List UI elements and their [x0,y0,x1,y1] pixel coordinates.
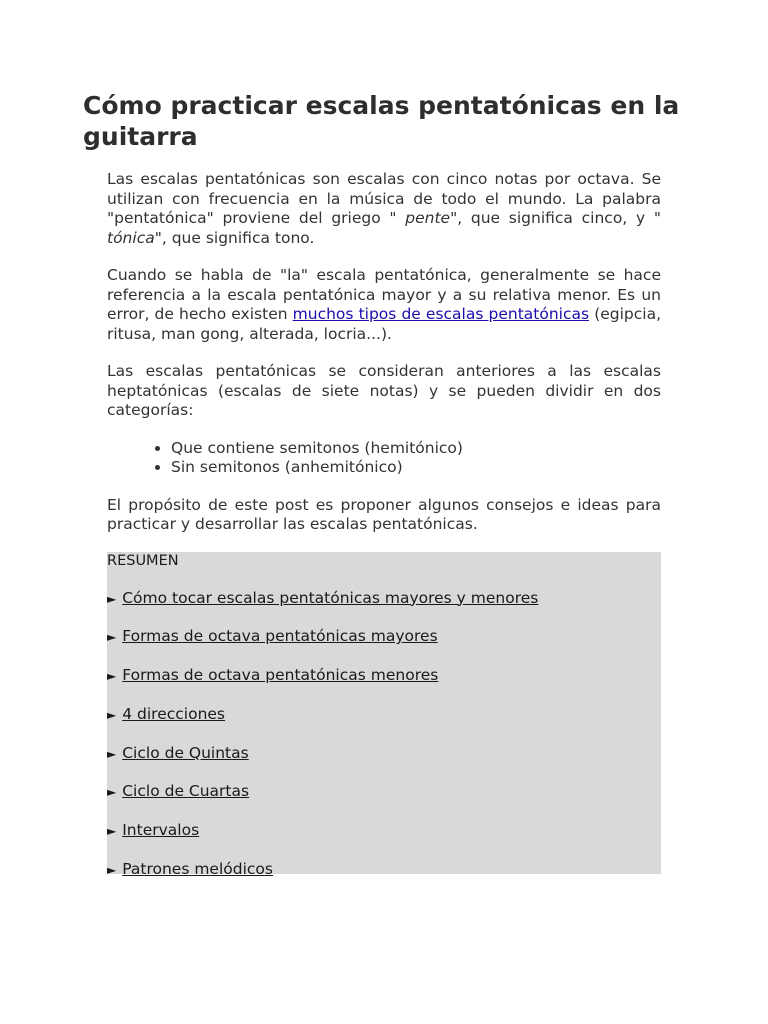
arrow-right-icon: ► [107,863,117,878]
arrow-right-icon: ► [107,591,117,606]
resumen-link[interactable]: Formas de octava pentatónicas menores [122,666,439,685]
category-list [107,439,661,478]
paragraph-proposito: El propósito de este post es proponer algunos consejos e ideas para practicar y desarrollar las escalas pentatónicas. [107,495,661,533]
arrow-right-icon: ► [107,824,117,839]
resumen-link[interactable]: Intervalos [122,821,200,840]
paragraph-categorias: Las escalas pentatónicas se consideran anteriores a las escalas heptatónicas (escalas de siete notas) y se pueden dividir en dos categorías: [107,362,661,419]
arrow-right-icon: ► [107,746,117,761]
resumen-box [107,552,661,879]
resumen-item [107,782,661,802]
resumen-item [107,666,661,686]
resumen-link[interactable]: Patrones melódicos [122,860,273,879]
list-item: • Que contiene semitonos (hemitónico) [171,439,661,459]
resumen-item [107,821,661,841]
resumen-title: RESUMEN [107,552,179,569]
arrow-right-icon: ► [107,707,117,722]
link-tipos-de-escalas[interactable]: muchos tipos de escalas pentatónicas [292,305,590,323]
article-body [107,170,662,879]
page-title: Cómo practicar escalas pentatónicas en la guitarra [83,91,680,151]
arrow-right-icon: ► [107,785,117,800]
list-item: • Sin semitonos (anhemitónico) [171,458,661,478]
resumen-item [107,705,661,725]
arrow-right-icon: ► [107,669,117,684]
resumen-link[interactable]: 4 direcciones [122,704,226,723]
resumen-item [107,860,661,880]
resumen-link[interactable]: Ciclo de Cuartas [122,782,250,801]
resumen-link[interactable]: Cómo tocar escalas pentatónicas mayores y menores [122,588,539,607]
arrow-right-icon: ► [107,630,117,645]
resumen-item [107,589,661,609]
paragraph-la-escala: Cuando se habla de "la" escala pentatónica, generalmente se hace referencia a la escala pentatónica mayor y a su relativa menor. Es un error, de hecho existen muchos tipos de escalas pentatónicas (egipcia, ritusa, man gong, alterada, locria...). [107,266,662,343]
resumen-link[interactable]: Formas de octava pentatónicas mayores [122,627,438,646]
resumen-item [107,627,661,647]
paragraph-intro: Las escalas pentatónicas son escalas con cinco notas por octava. Se utilizan con frecuencia en la música de todo el mundo. La palabra "pentatónica" proviene del griego " pente", que significa cinco, y " tónica", que significa tono. [107,170,661,247]
resumen-item [107,744,661,764]
resumen-link[interactable]: Ciclo de Quintas [122,743,249,762]
